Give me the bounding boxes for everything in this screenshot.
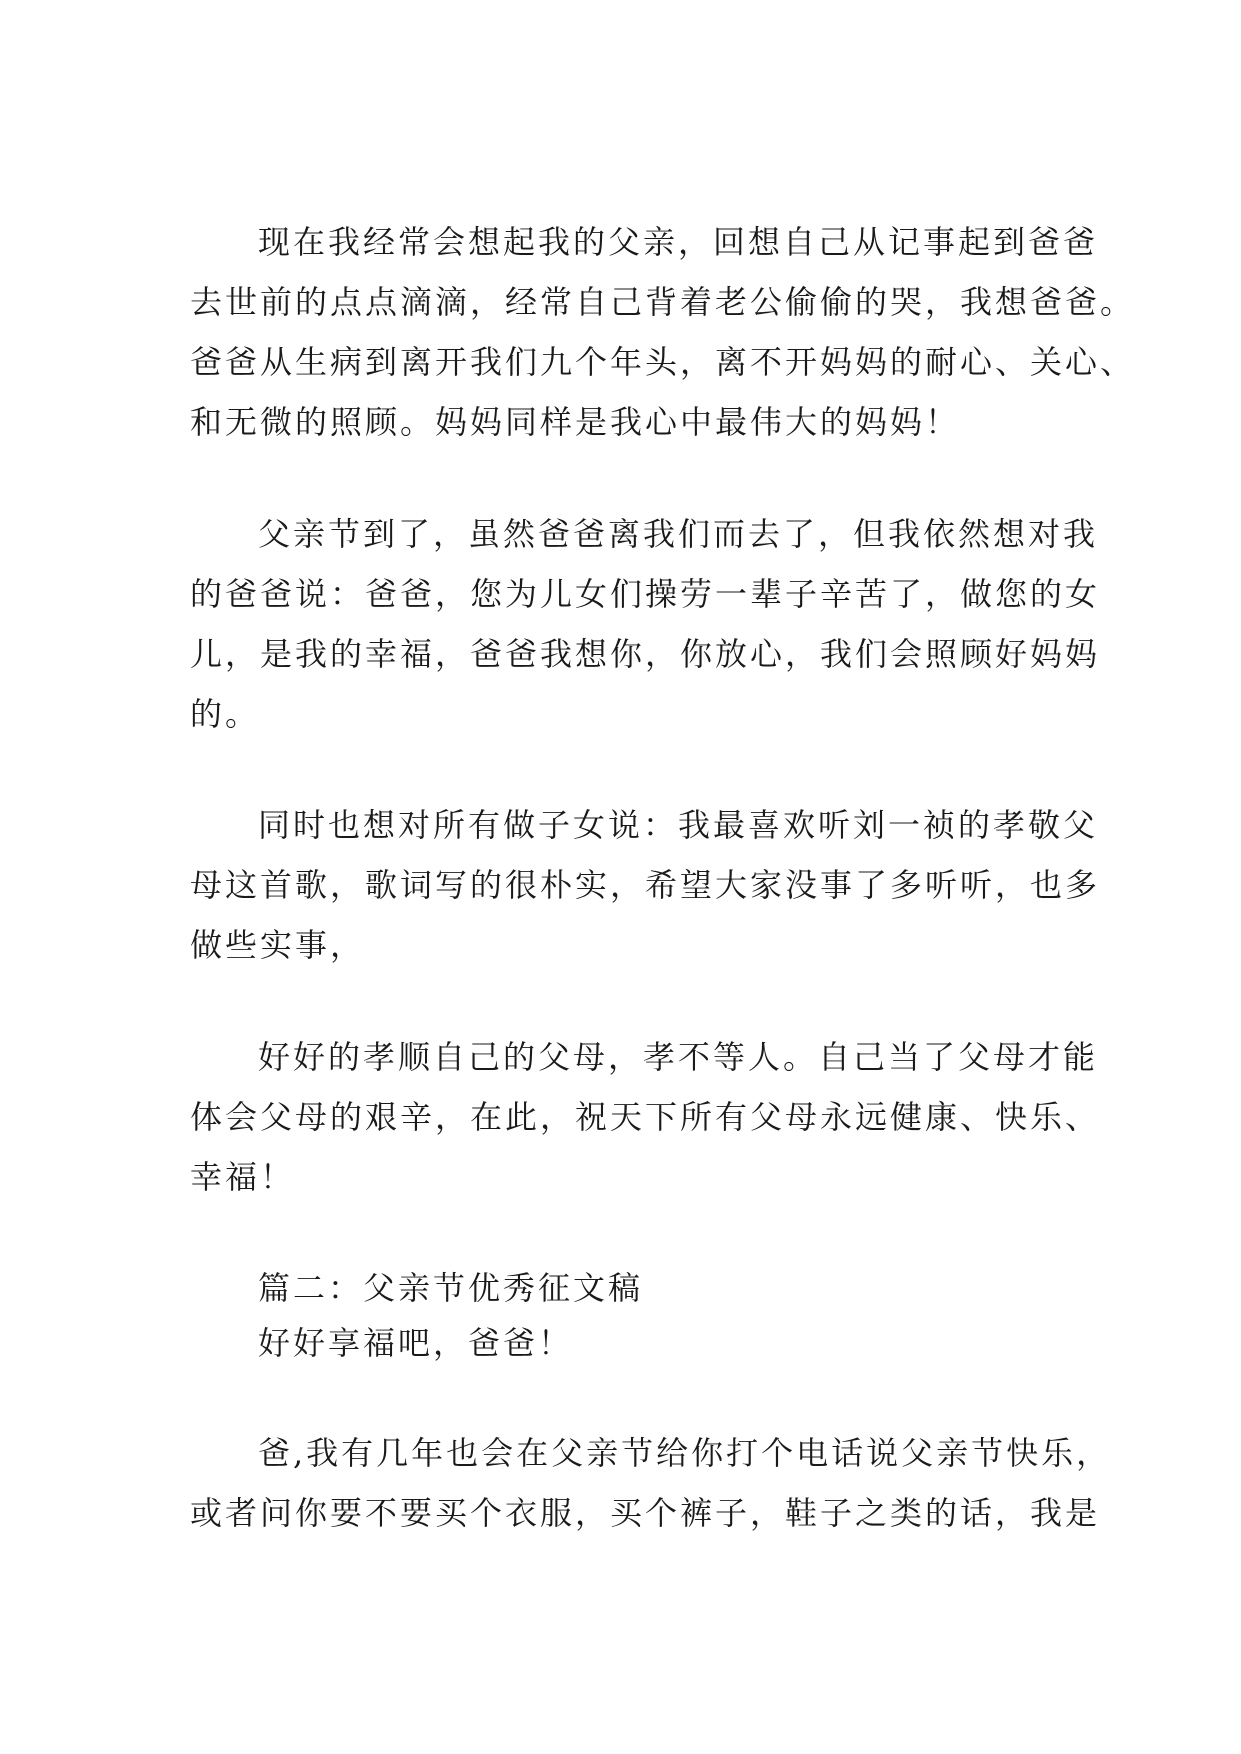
paragraph-2-line-1: 父亲节到了，虽然爸爸离我们而去了，但我依然想对我 [258,515,1099,553]
paragraph-4-line-1: 好好的孝顺自己的父母，孝不等人。自己当了父母才能 [258,1038,1099,1076]
paragraph-1-line-2: 去世前的点点滴滴，经常自己背着老公偷偷的哭，我想爸爸。 [190,283,1136,321]
paragraph-1-line-4: 和无微的照顾。妈妈同样是我心中最伟大的妈妈！ [190,403,961,441]
paragraph-3-line-1: 同时也想对所有做子女说：我最喜欢听刘一祯的孝敬父 [258,806,1099,844]
paragraph-4-line-2: 体会父母的艰辛，在此，祝天下所有父母永远健康、快乐、 [190,1098,1101,1136]
paragraph-3-line-2: 母这首歌，歌词写的很朴实，希望大家没事了多听听，也多 [190,866,1101,904]
paragraph-2-line-4: 的。 [190,695,261,733]
section-subtitle: 好好享福吧，爸爸！ [258,1324,574,1362]
paragraph-2-line-2: 的爸爸说：爸爸，您为儿女们操劳一辈子辛苦了，做您的女 [190,575,1101,613]
paragraph-1-line-3: 爸爸从生病到离开我们九个年头，离不开妈妈的耐心、关心、 [190,343,1136,381]
paragraph-6-line-2: 或者问你要不要买个衣服，买个裤子，鞋子之类的话，我是 [190,1494,1101,1532]
paragraph-6-line-1: 爸,我有几年也会在父亲节给你打个电话说父亲节快乐， [258,1434,1112,1472]
paragraph-2-line-3: 儿，是我的幸福，爸爸我想你，你放心，我们会照顾好妈妈 [190,635,1101,673]
section-heading: 篇二：父亲节优秀征文稿 [258,1269,644,1307]
paragraph-1-line-1: 现在我经常会想起我的父亲，回想自己从记事起到爸爸 [258,223,1099,261]
paragraph-4-line-3: 幸福！ [190,1158,296,1196]
paragraph-3-line-3: 做些实事， [190,926,366,964]
